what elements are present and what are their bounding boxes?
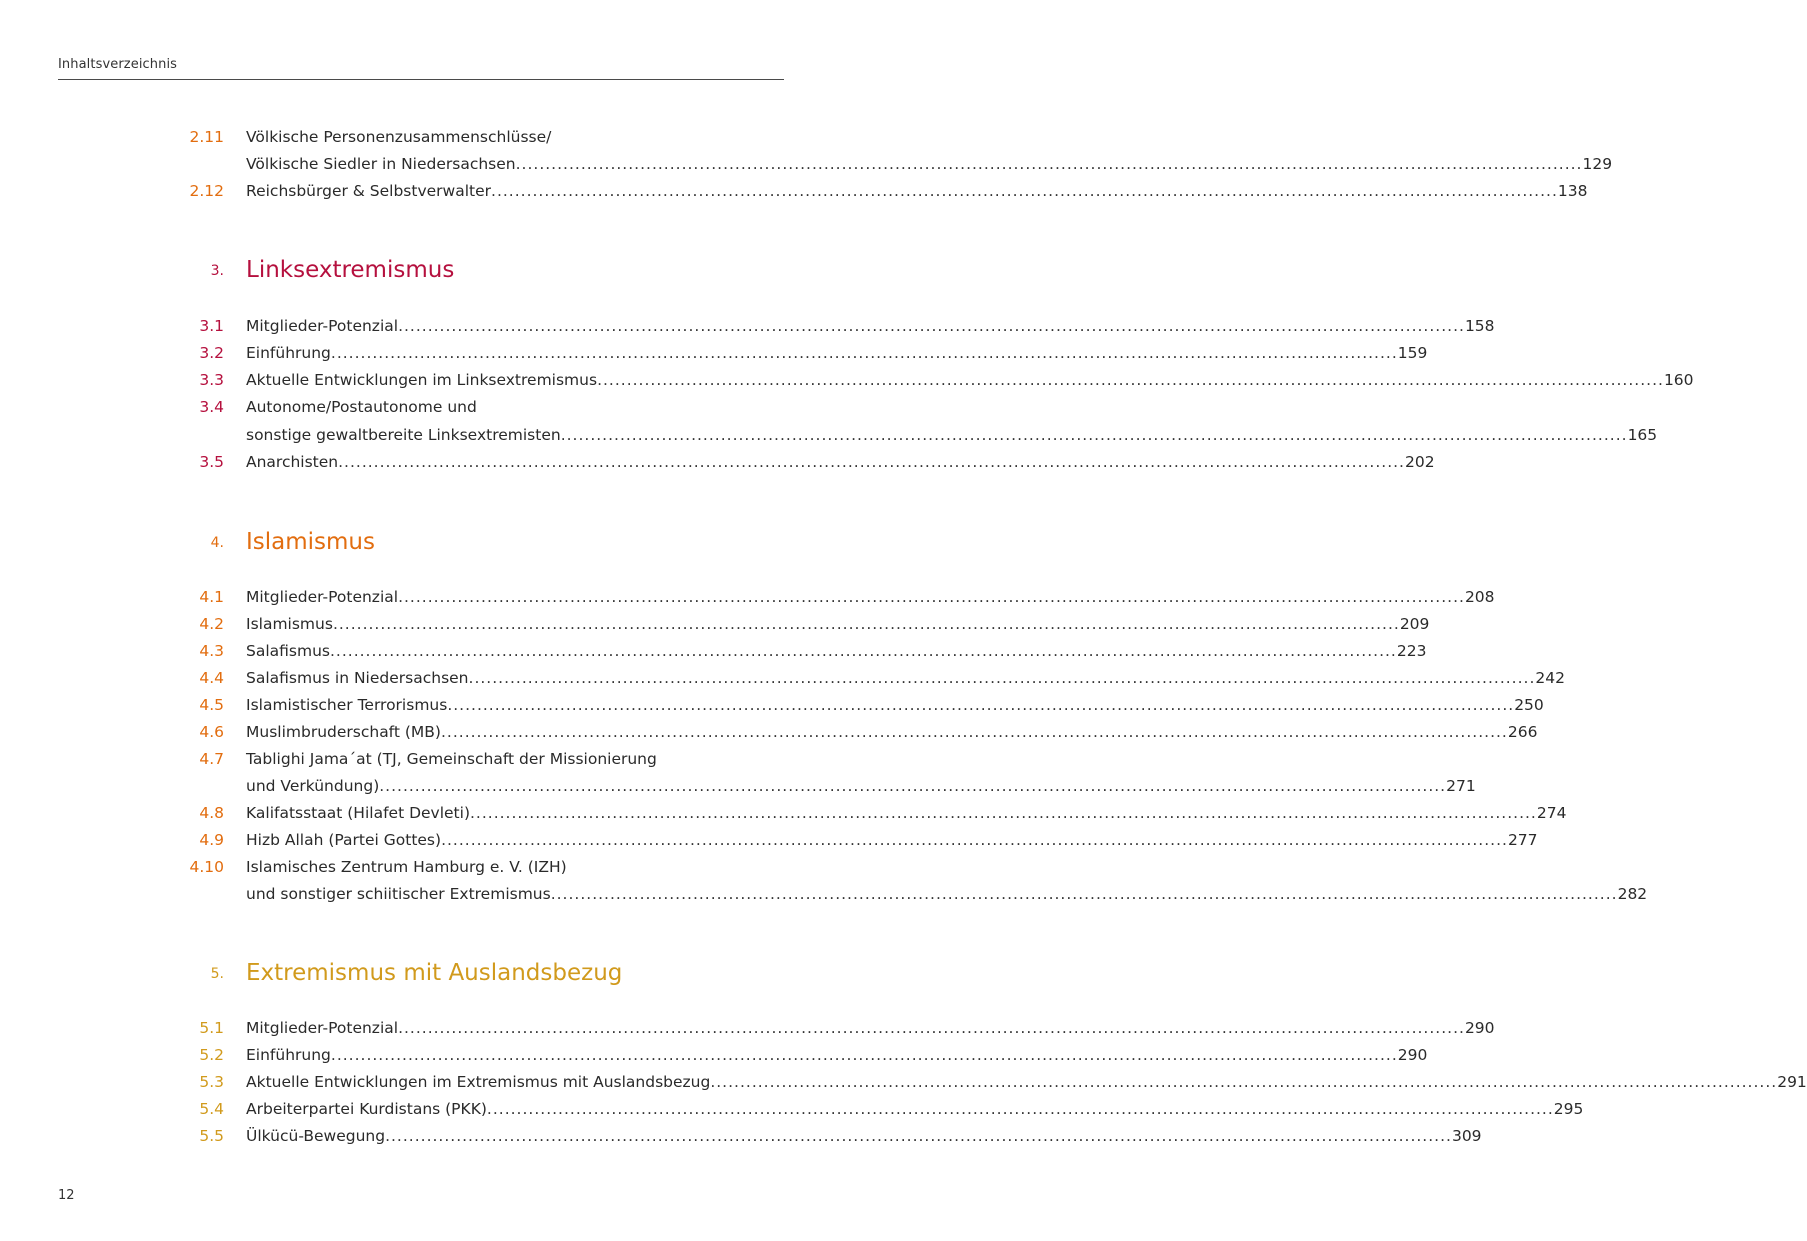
entry-page: 277 — [1507, 831, 1538, 849]
section-heading-3[interactable] — [0, 252, 875, 288]
entry-page: 250 — [1514, 696, 1544, 714]
toc-entry-5-1[interactable] — [0, 1015, 1495, 1042]
entry-page: 309 — [1451, 1127, 1482, 1145]
dot-leader: .................................................................................................................................................................................... — [470, 804, 1537, 822]
toc-entry-4-6[interactable] — [0, 719, 1538, 746]
entry-title-line1: Autonome/Postautonome und — [246, 398, 477, 416]
entry-page: 242 — [1535, 669, 1565, 687]
toc-entry-4-7[interactable] — [0, 773, 1476, 800]
entry-title: und Verkündung) — [246, 777, 380, 795]
entry-number: 4.3 — [199, 642, 224, 660]
toc-entry-2-11-line1[interactable] — [0, 124, 875, 151]
entry-page: 159 — [1397, 344, 1428, 362]
toc-entry-4-4[interactable] — [0, 665, 1565, 692]
entry-title: Aktuelle Entwicklungen im Extremismus mit Auslandsbezug — [246, 1073, 711, 1091]
dot-leader: .................................................................................................................................................................................... — [468, 669, 1536, 687]
entry-page: 290 — [1464, 1019, 1495, 1037]
toc-entry-4-10[interactable] — [0, 881, 1648, 908]
entry-number: 4.8 — [199, 804, 224, 822]
dot-leader: .................................................................................................................................................................................... — [710, 1073, 1778, 1091]
dot-leader: .................................................................................................................................................................................... — [329, 642, 1397, 660]
entry-title: sonstige gewaltbereite Linksextremisten — [246, 426, 561, 444]
section-heading-4[interactable] — [0, 524, 875, 560]
entry-page: 165 — [1627, 426, 1658, 444]
entry-title: Einführung — [246, 1046, 331, 1064]
dot-leader: .................................................................................................................................................................................... — [398, 1019, 1465, 1037]
entry-number: 2.11 — [189, 128, 224, 146]
dot-leader: .................................................................................................................................................................................... — [379, 777, 1447, 795]
dot-leader: .................................................................................................................................................................................... — [398, 588, 1465, 606]
entry-number: 5.1 — [199, 1019, 224, 1037]
dot-leader: .................................................................................................................................................................................... — [330, 1046, 1398, 1064]
entry-title: Aktuelle Entwicklungen im Linksextremismus — [246, 371, 598, 389]
entry-page: 208 — [1464, 588, 1495, 606]
entry-title: Hizb Allah (Partei Gottes) — [246, 831, 442, 849]
section-heading-5[interactable] — [0, 955, 875, 991]
entry-title: Muslimbruderschaft (MB) — [246, 723, 441, 741]
entry-number: 5.5 — [199, 1127, 224, 1145]
dot-leader: .................................................................................................................................................................................... — [441, 831, 1508, 849]
entry-number: 4.7 — [199, 750, 224, 768]
toc-entry-4-3[interactable] — [0, 638, 1427, 665]
entry-page: 282 — [1617, 885, 1648, 903]
entry-number: 3.5 — [199, 453, 224, 471]
dot-leader: .................................................................................................................................................................................... — [398, 317, 1465, 335]
entry-number: 3.3 — [199, 371, 224, 389]
entry-title: Salafismus — [246, 642, 330, 660]
entry-page: 223 — [1396, 642, 1427, 660]
dot-leader: .................................................................................................................................................................................... — [550, 885, 1618, 903]
toc-entry-4-7-line1[interactable] — [0, 746, 875, 773]
entry-number: 3.4 — [199, 398, 224, 416]
dot-leader: .................................................................................................................................................................................... — [597, 371, 1664, 389]
section-number: 3. — [210, 263, 224, 279]
entry-number: 4.2 — [199, 615, 224, 633]
entry-page: 295 — [1553, 1100, 1584, 1118]
toc-entry-2-11[interactable] — [0, 151, 1613, 178]
dot-leader: .................................................................................................................................................................................... — [560, 426, 1628, 444]
entry-page: 138 — [1557, 182, 1588, 200]
entry-number: 4.5 — [199, 696, 224, 714]
header-rule — [58, 79, 784, 80]
section-title: Islamismus — [246, 529, 375, 555]
entry-page: 291 — [1777, 1073, 1807, 1091]
entry-title-line1: Tablighi Jama´at (TJ, Gemeinschaft der Missionierung — [246, 750, 657, 768]
toc-entry-5-4[interactable] — [0, 1096, 1584, 1123]
entry-title: Reichsbürger & Selbstverwalter — [246, 182, 492, 200]
entry-page: 274 — [1536, 804, 1567, 822]
dot-leader: .................................................................................................................................................................................... — [491, 182, 1558, 200]
entry-title: Völkische Siedler in Niedersachsen — [246, 155, 516, 173]
entry-title-line1: Völkische Personenzusammenschlüsse/ — [246, 128, 552, 146]
entry-number: 4.10 — [189, 858, 224, 876]
entry-number: 4.4 — [199, 669, 224, 687]
running-header: Inhaltsverzeichnis — [58, 57, 178, 72]
toc-entry-4-2[interactable] — [0, 611, 1430, 638]
toc-entry-3-5[interactable] — [0, 449, 1435, 476]
toc-entry-5-3[interactable] — [0, 1069, 1807, 1096]
entry-number: 2.12 — [189, 182, 224, 200]
dot-leader: .................................................................................................................................................................................... — [440, 723, 1508, 741]
entry-number: 4.1 — [199, 588, 224, 606]
entry-number: 4.9 — [199, 831, 224, 849]
toc-entry-3-2[interactable] — [0, 340, 1428, 367]
toc-entry-5-2[interactable] — [0, 1042, 1428, 1069]
dot-leader: .................................................................................................................................................................................... — [515, 155, 1583, 173]
section-title: Extremismus mit Auslandsbezug — [246, 960, 623, 986]
toc-entry-5-5[interactable] — [0, 1123, 1482, 1150]
entry-page: 209 — [1399, 615, 1430, 633]
entry-number: 5.4 — [199, 1100, 224, 1118]
entry-number: 5.2 — [199, 1046, 224, 1064]
toc-entry-4-1[interactable] — [0, 584, 1495, 611]
entry-page: 158 — [1464, 317, 1495, 335]
entry-page: 129 — [1582, 155, 1613, 173]
entry-page: 266 — [1507, 723, 1538, 741]
toc-entry-4-8[interactable] — [0, 800, 1567, 827]
entry-title: Kalifatsstaat (Hilafet Devleti) — [246, 804, 470, 822]
entry-title: Islamistischer Terrorismus — [246, 696, 448, 714]
entry-title: Mitglieder-Potenzial — [246, 1019, 399, 1037]
entry-number: 5.3 — [199, 1073, 224, 1091]
toc-entry-3-1[interactable] — [0, 313, 1495, 340]
entry-page: 271 — [1446, 777, 1476, 795]
entry-title: Anarchisten — [246, 453, 339, 471]
entry-page: 160 — [1663, 371, 1694, 389]
entry-title: Arbeiterpartei Kurdistans (PKK) — [246, 1100, 487, 1118]
dot-leader: .................................................................................................................................................................................... — [385, 1127, 1452, 1145]
entry-number: 4.6 — [199, 723, 224, 741]
entry-page: 290 — [1397, 1046, 1428, 1064]
dot-leader: .................................................................................................................................................................................... — [330, 344, 1398, 362]
entry-title: Islamismus — [246, 615, 333, 633]
section-title: Linksextremismus — [246, 257, 455, 283]
entry-title: Mitglieder-Potenzial — [246, 588, 399, 606]
toc-entry-2-12[interactable] — [0, 178, 1588, 205]
dot-leader: .................................................................................................................................................................................... — [447, 696, 1515, 714]
entry-title: Einführung — [246, 344, 331, 362]
toc-entry-3-4[interactable] — [0, 422, 1658, 449]
toc-entry-4-9[interactable] — [0, 827, 1538, 854]
toc-entry-3-4-line1[interactable] — [0, 394, 875, 421]
entry-number: 3.1 — [199, 317, 224, 335]
toc-entry-4-10-line1[interactable] — [0, 854, 875, 881]
entry-title: Ülkücü-Bewegung — [246, 1127, 386, 1145]
entry-title: Mitglieder-Potenzial — [246, 317, 399, 335]
page-number: 12 — [58, 1188, 75, 1203]
dot-leader: .................................................................................................................................................................................... — [332, 615, 1400, 633]
entry-title: Salafismus in Niedersachsen — [246, 669, 469, 687]
dot-leader: .................................................................................................................................................................................... — [486, 1100, 1554, 1118]
section-number: 4. — [210, 535, 224, 551]
entry-page: 202 — [1405, 453, 1435, 471]
toc-entry-3-3[interactable] — [0, 367, 1694, 394]
toc-entry-4-5[interactable] — [0, 692, 1544, 719]
entry-title: und sonstiger schiitischer Extremismus — [246, 885, 551, 903]
section-number: 5. — [210, 966, 224, 982]
entry-title-line1: Islamisches Zentrum Hamburg e. V. (IZH) — [246, 858, 567, 876]
dot-leader: .................................................................................................................................................................................... — [338, 453, 1405, 471]
entry-number: 3.2 — [199, 344, 224, 362]
